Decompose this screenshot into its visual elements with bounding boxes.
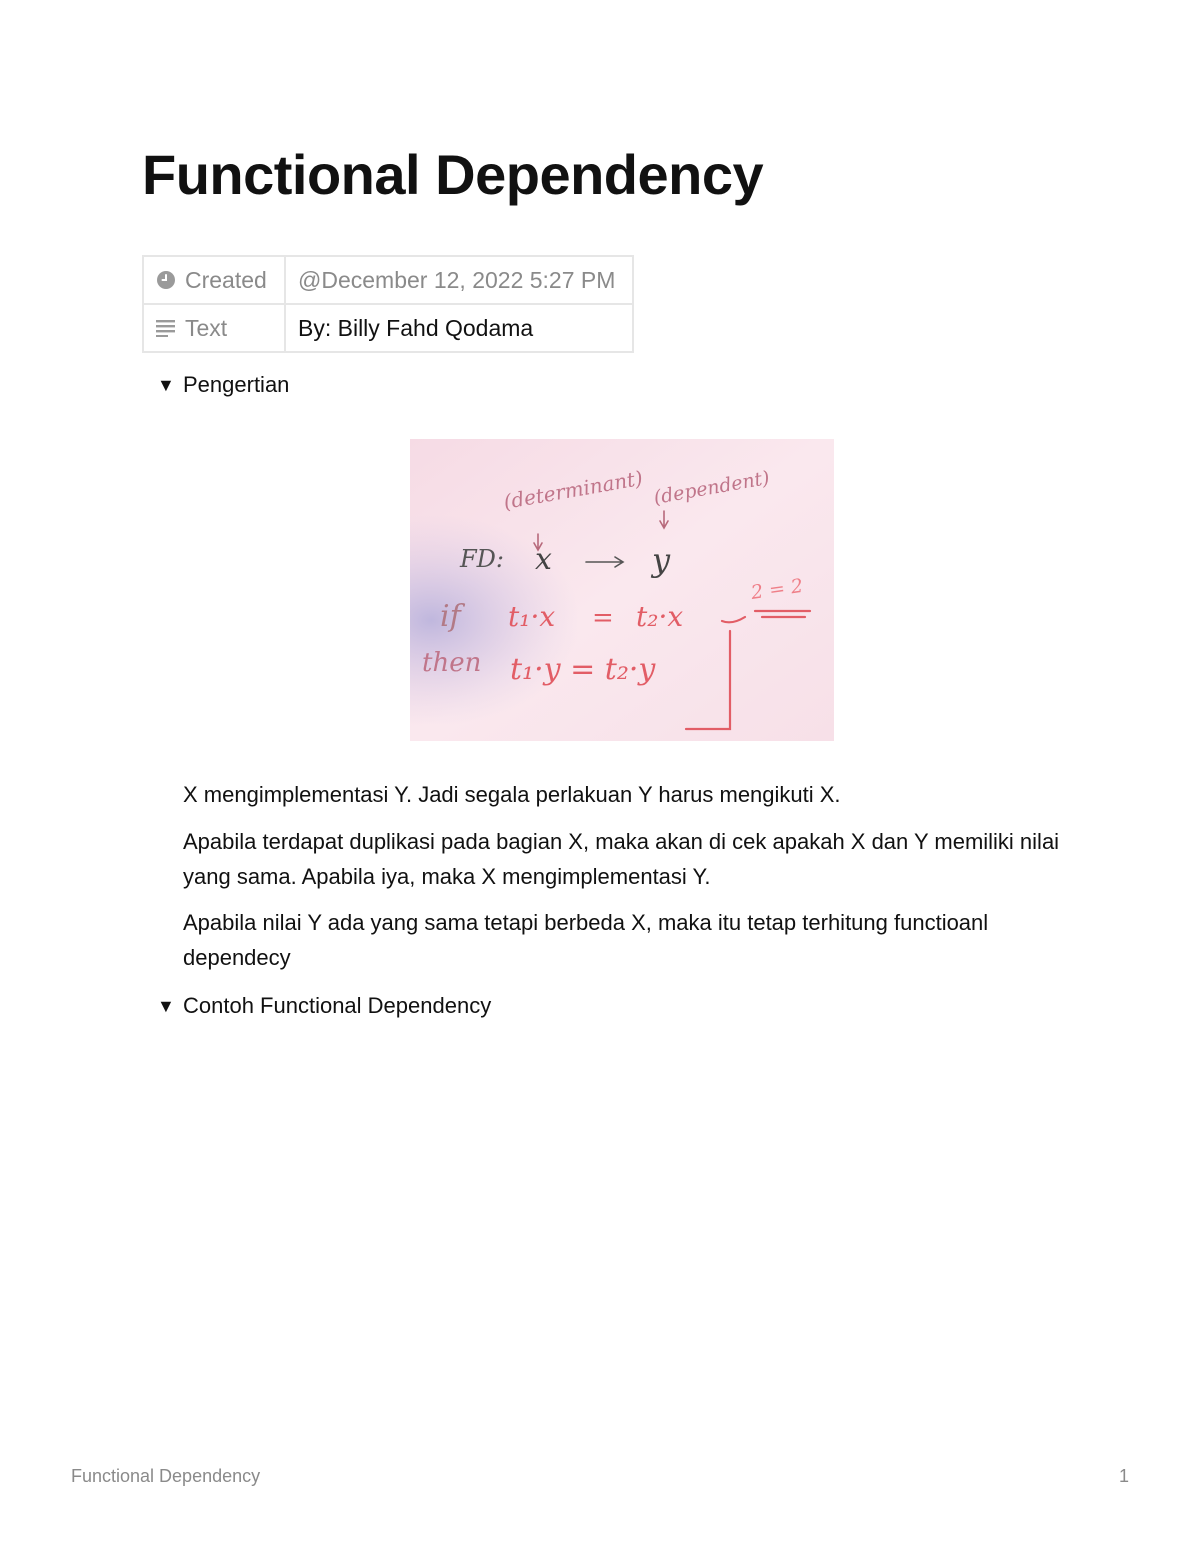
- property-key-created: [143, 256, 285, 304]
- toggle-pengertian[interactable]: [157, 372, 289, 398]
- label-eq1-left: t₁·x: [508, 600, 556, 633]
- page-number: 1: [1118, 1466, 1129, 1486]
- toggle-heading: Pengertian: [183, 372, 290, 397]
- page-title: Functional Dependency: [142, 143, 764, 206]
- triangle-down-icon[interactable]: ▼: [157, 996, 175, 1016]
- label-then: then: [422, 648, 482, 678]
- label-eq2: t₁·y = t₂·y: [510, 652, 656, 687]
- paragraph: Apabila nilai Y ada yang sama tetapi berbeda X, maka itu tetap terhitung functioanl dependecy: [183, 910, 989, 970]
- toggle-contoh-functional-dependency[interactable]: [157, 993, 491, 1019]
- label-y: y: [652, 541, 671, 579]
- property-value-created[interactable]: @December 12, 2022 5:27 PM: [285, 256, 633, 304]
- toggle-heading: Contoh Functional Dependency: [183, 993, 492, 1018]
- paragraph: Apabila terdapat duplikasi pada bagian X, maka akan di cek apakah X dan Y memiliki nilai yang sama. Apabila iya, maka X mengimplementasi Y.: [183, 829, 1060, 889]
- property-key-text: [143, 304, 285, 352]
- label-determinant: (determinant): [501, 465, 645, 514]
- properties-table: [142, 255, 634, 353]
- label-dependent: (dependent): [652, 466, 772, 509]
- whiteboard-image: [410, 439, 834, 741]
- label-fd: FD:: [460, 545, 504, 573]
- text-lines-icon: [156, 319, 176, 337]
- label-eq1-eq: =: [592, 603, 614, 633]
- property-row-text: [143, 304, 633, 352]
- label-x: x: [535, 542, 552, 577]
- label-note: 2 = 2: [749, 574, 805, 604]
- footer-title: Functional Dependency: [71, 1466, 261, 1486]
- property-key-label: Text: [185, 314, 228, 341]
- label-if: if: [440, 599, 461, 634]
- label-eq1-right: t₂·x: [636, 600, 684, 633]
- property-value-text[interactable]: By: Billy Fahd Qodama: [285, 304, 633, 352]
- paragraph: X mengimplementasi Y. Jadi segala perlakuan Y harus mengikuti X.: [183, 782, 841, 807]
- property-row-created: [143, 256, 633, 304]
- triangle-down-icon[interactable]: ▼: [157, 375, 175, 395]
- property-key-label: Created: [185, 266, 267, 293]
- clock-icon: [156, 270, 176, 290]
